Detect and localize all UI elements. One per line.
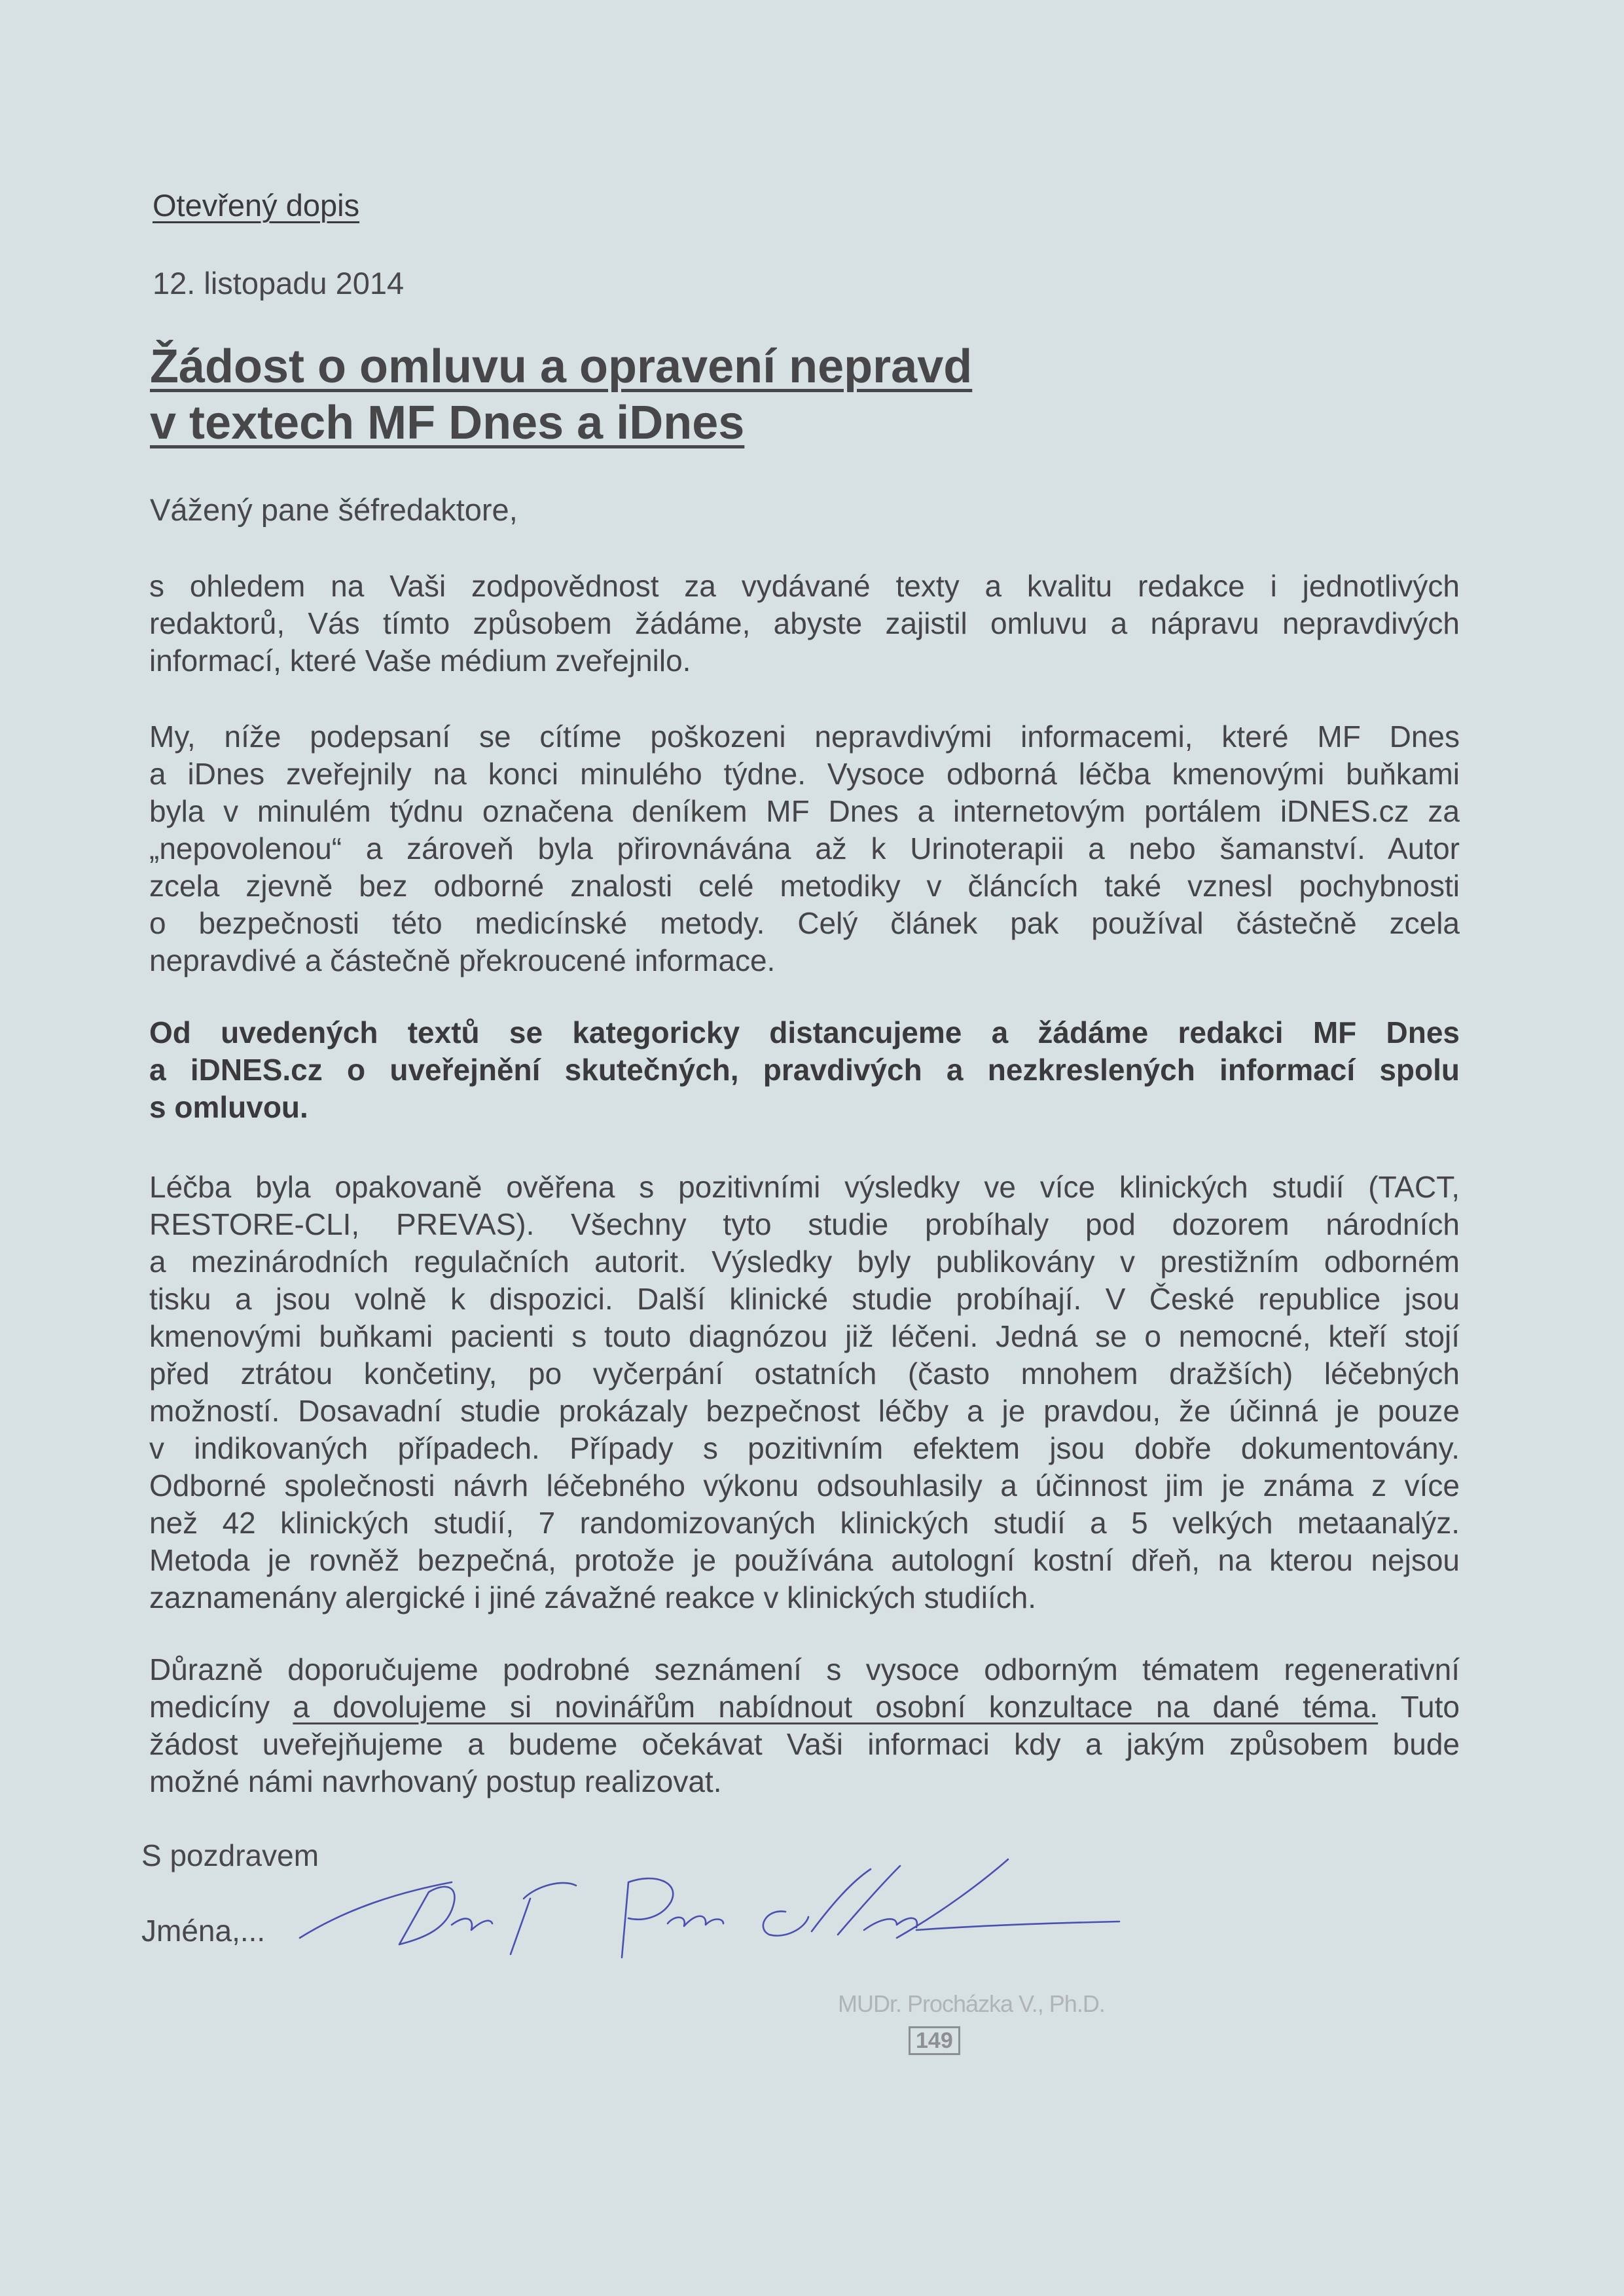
underlined-offer: a dovolujeme si novinářům nabídnout osobní konzultace na dané téma. [293, 1690, 1379, 1724]
paragraph-line: Odborné společnosti návrh léčebného výkonu odsouhlasily a účinnost jim je známa z více [149, 1468, 1460, 1503]
paragraph-line: RESTORE-CLI, PREVAS). Všechny tyto studie probíhaly pod dozorem národních [149, 1207, 1460, 1241]
letter-label: Otevřený dopis [153, 188, 360, 223]
paragraph-line: „nepovolenou“ a zároveň byla přirovnávána až k Urinoterapii a nebo šamanství. Autor [149, 831, 1460, 866]
paragraph-line: před ztrátou končetiny, po vyčerpání ostatních (často mnohem dražších) léčebných [149, 1357, 1460, 1391]
salutation: Vážený pane šéfredaktore, [150, 492, 518, 527]
paragraph-line: byla v minulém týdnu označena deníkem MF Dnes a internetovým portálem iDNES.cz za [149, 794, 1460, 828]
paragraph-complaint [149, 718, 1460, 979]
paragraph-line: zcela zjevně bez odborné znalosti celé metodiky v článcích také vznesl pochybnosti [149, 869, 1460, 903]
paragraph-demand [149, 1014, 1460, 1126]
paragraph-line: než 42 klinických studií, 7 randomizovaných klinických studií a 5 velkých metaanalýz. [149, 1506, 1460, 1540]
paragraph-line: Od uvedených textů se kategoricky distancujeme a žádáme redakci MF Dnes [149, 1015, 1460, 1049]
paragraph-line-mixed [149, 1688, 1460, 1726]
paragraph-intro [149, 568, 1460, 680]
title-line: Žádost o omluvu a opravení nepravd [150, 340, 973, 393]
letter-date: 12. listopadu 2014 [153, 266, 405, 301]
paragraph-line: s omluvou. [149, 1090, 308, 1124]
paragraph-line: možné námi navrhovaný postup realizovat. [149, 1764, 722, 1798]
signature-icon [288, 1846, 1139, 1964]
paragraph-line: o bezpečnosti této medicínské metody. Celý článek pak používal částečně zcela [149, 906, 1460, 940]
paragraph-line: Léčba byla opakovaně ověřena s pozitivními výsledky ve více klinických studií (TACT, [149, 1170, 1460, 1204]
text-segment: medicíny [149, 1690, 293, 1724]
paragraph-line: kmenovými buňkami pacienti s touto diagnózou již léčeni. Jedná se o nemocné, kteří stojí [149, 1319, 1460, 1353]
paragraph-line: tisku a jsou volně k dispozici. Další klinické studie probíhají. V České republice jsou [149, 1282, 1460, 1316]
letter-title [150, 338, 972, 451]
paragraph-evidence [149, 1169, 1460, 1616]
page-number-stamp: 149 [909, 2026, 960, 2055]
paragraph-line: Metoda je rovněž bezpečná, protože je používána autologní kostní dřeň, na kterou nejsou [149, 1543, 1460, 1577]
paragraph-line: žádost uveřejňujeme a budeme očekávat Vaši informaci kdy a jakým způsobem bude [149, 1727, 1460, 1761]
title-line: v textech MF Dnes a iDnes [150, 397, 745, 449]
text-segment: Tuto [1378, 1690, 1460, 1724]
paragraph-line: nepravdivé a částečně překroucené informace. [149, 943, 776, 977]
paragraph-line: Důrazně doporučujeme podrobné seznámení s vysoce odborným tématem regenerativní [149, 1652, 1460, 1686]
stamp-name: MUDr. Procházka V., Ph.D. [838, 1990, 1105, 2017]
paragraph-recommendation [149, 1651, 1460, 1800]
paragraph-line: My, níže podepsaní se cítíme poškozeni nepravdivými informacemi, které MF Dnes [149, 720, 1460, 754]
paragraph-line: a iDnes zveřejnily na konci minulého týdne. Vysoce odborná léčba kmenovými buňkami [149, 757, 1460, 791]
signatory-names: Jména,... [141, 1914, 266, 1948]
paragraph-line: možností. Dosavadní studie prokázaly bezpečnost léčby a je pravdou, že účinná je pouze [149, 1394, 1460, 1428]
paragraph-line: informací, které Vaše médium zveřejnilo. [149, 644, 691, 678]
paragraph-line: zaznamenány alergické i jiné závažné reakce v klinických studiích. [149, 1580, 1037, 1614]
paragraph-line: a iDNES.cz o uveřejnění skutečných, pravdivých a nezkreslených informací spolu [149, 1053, 1460, 1087]
paragraph-line: s ohledem na Vaši zodpovědnost za vydávané texty a kvalitu redakce i jednotlivých [149, 569, 1460, 603]
paragraph-line: v indikovaných případech. Případy s pozitivním efektem jsou dobře dokumentovány. [149, 1431, 1460, 1465]
paragraph-line: redaktorů, Vás tímto způsobem žádáme, abyste zajistil omluvu a nápravu nepravdivých [149, 606, 1460, 640]
paragraph-line: a mezinárodních regulačních autorit. Výsledky byly publikovány v prestižním odborném [149, 1245, 1460, 1279]
closing: S pozdravem [141, 1838, 319, 1872]
